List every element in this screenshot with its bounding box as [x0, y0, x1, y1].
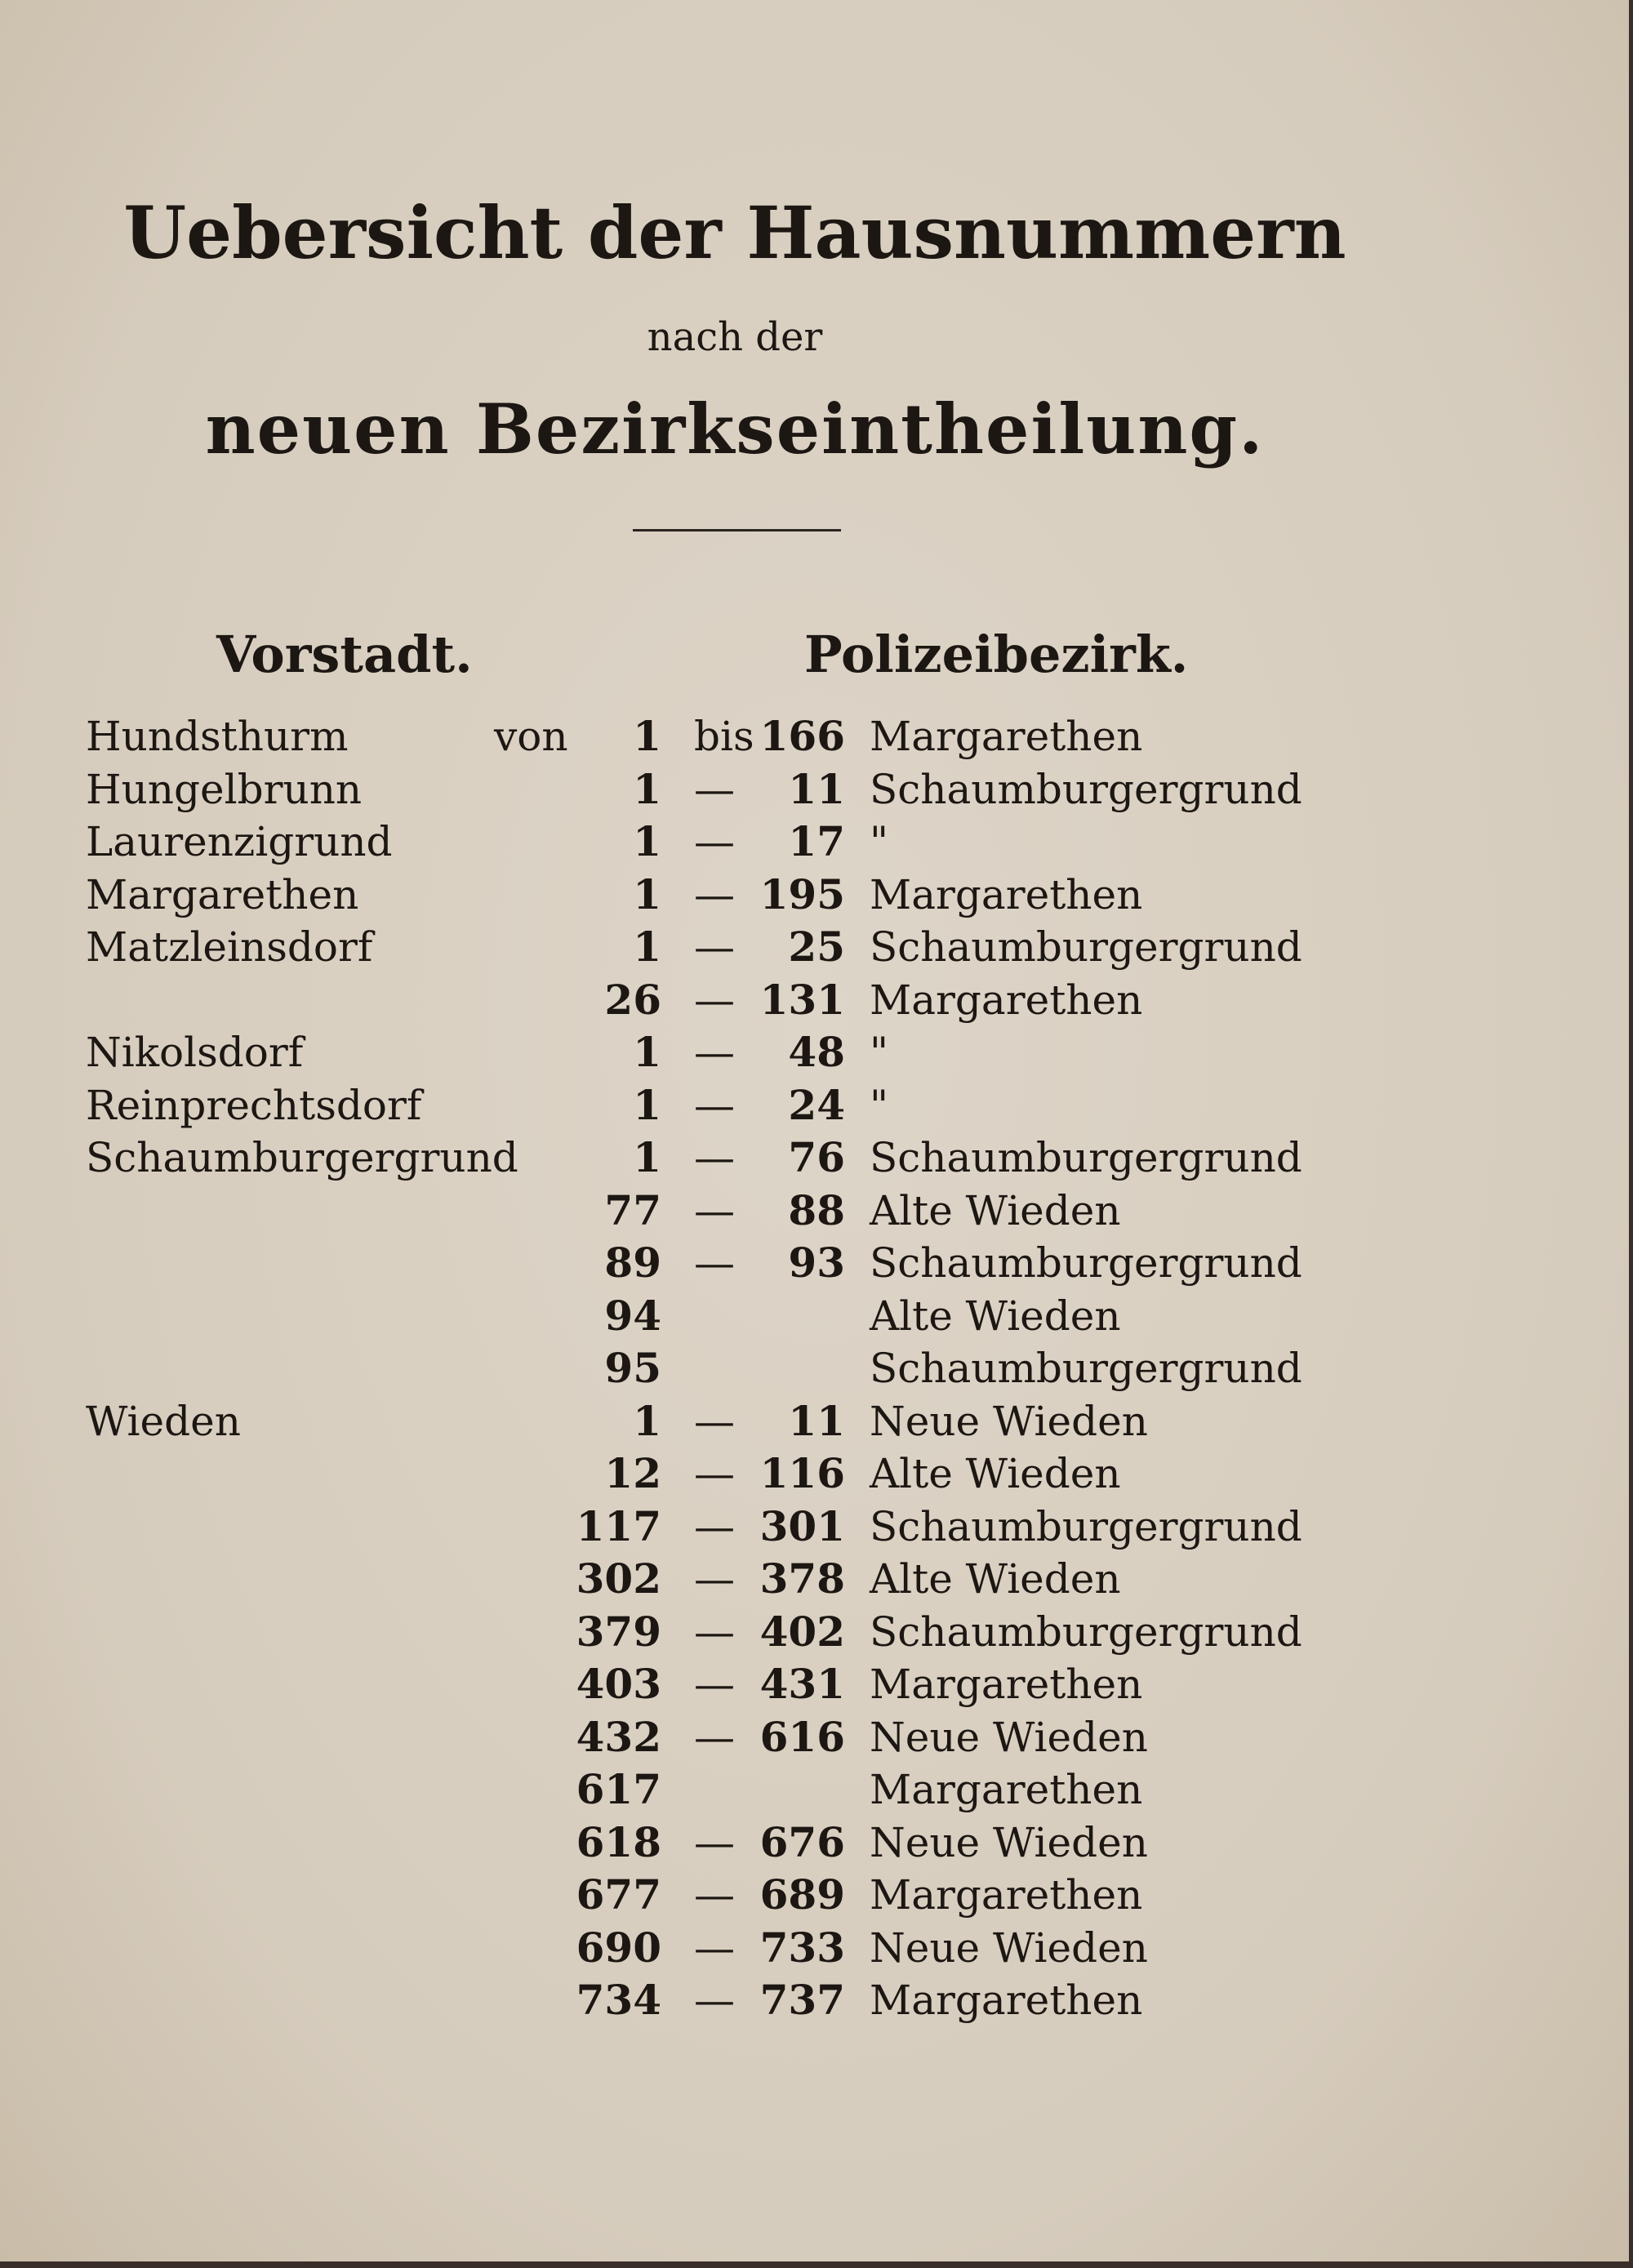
district-cell: Neue Wieden [870, 1397, 1148, 1445]
table-row [0, 1290, 1633, 1343]
to-number: 11 [788, 764, 845, 813]
range-separator: — [694, 818, 735, 865]
table-row [0, 1711, 1633, 1764]
range-separator: — [694, 1923, 735, 1972]
range-separator: — [694, 1239, 735, 1287]
from-number: 1 [633, 1396, 661, 1445]
district-cell: Schaumburgergrund [870, 1345, 1302, 1392]
from-number: 379 [576, 1607, 661, 1656]
suburb-cell: Reinprechtsdorf [86, 1081, 422, 1129]
district-cell: Schaumburgergrund [870, 1608, 1302, 1656]
from-number: 432 [576, 1712, 661, 1761]
to-number: 301 [759, 1501, 845, 1550]
table-row [0, 921, 1633, 974]
to-number: 116 [759, 1449, 845, 1497]
to-number: 24 [788, 1080, 845, 1129]
suburb-cell: Wieden [86, 1397, 241, 1445]
to-number: 93 [788, 1239, 845, 1287]
range-separator: — [694, 1818, 735, 1866]
suburb-cell: Margarethen [86, 870, 359, 918]
district-cell: Margarethen [870, 713, 1143, 760]
from-number: 302 [576, 1554, 661, 1603]
range-separator: — [694, 1081, 735, 1129]
to-number: 676 [759, 1817, 845, 1866]
suburb-cell: Hungelbrunn [86, 765, 363, 813]
from-number: 12 [604, 1449, 661, 1497]
from-number: 1 [633, 1080, 661, 1129]
from-number: 1 [633, 764, 661, 813]
from-number: 1 [633, 1133, 661, 1181]
district-cell: " [870, 1081, 888, 1129]
table-row [0, 1237, 1633, 1290]
page-subtitle: nach der [647, 314, 823, 360]
to-number: 737 [759, 1976, 845, 2024]
table-row [0, 1395, 1633, 1448]
from-number: 95 [604, 1344, 661, 1392]
to-number: 88 [788, 1185, 845, 1234]
table-row [0, 1553, 1633, 1606]
range-separator: — [694, 976, 735, 1024]
from-number: 618 [576, 1817, 661, 1866]
divider [633, 529, 841, 531]
district-cell: Alte Wieden [870, 1186, 1121, 1234]
table-row [0, 1026, 1633, 1079]
range-separator: — [694, 870, 735, 918]
from-number: 1 [633, 817, 661, 865]
table-row [0, 763, 1633, 816]
from-number: 89 [604, 1239, 661, 1287]
from-number: 734 [576, 1976, 661, 2024]
from-number: 117 [576, 1501, 661, 1550]
range-separator: — [694, 1555, 735, 1603]
to-number: 378 [759, 1554, 845, 1603]
district-cell: Margarethen [870, 1661, 1143, 1708]
district-cell: Neue Wieden [870, 1818, 1148, 1866]
suburb-cell: Hundsthurm [86, 713, 349, 760]
to-number: 17 [788, 817, 845, 865]
to-number: 76 [788, 1133, 845, 1181]
district-cell: Alte Wieden [870, 1292, 1121, 1340]
range-separator: — [694, 1661, 735, 1708]
table-row [0, 710, 1633, 763]
range-separator: — [694, 1977, 735, 2024]
from-number: 690 [576, 1923, 661, 1972]
range-separator: — [694, 765, 735, 813]
district-cell: Margarethen [870, 1977, 1143, 2024]
from-number: 1 [633, 1028, 661, 1076]
table-row [0, 1974, 1633, 2027]
district-cell: Schaumburgergrund [870, 1134, 1302, 1181]
range-separator: bis [694, 713, 754, 760]
column-header-suburb: Vorstadt. [216, 625, 473, 684]
district-cell: Neue Wieden [870, 1923, 1148, 1972]
district-cell: Neue Wieden [870, 1713, 1148, 1761]
suburb-cell: Laurenzigrund [86, 818, 393, 865]
district-cell: Margarethen [870, 1871, 1143, 1919]
table-row [0, 1869, 1633, 1922]
district-cell: " [870, 818, 888, 865]
to-number: 402 [759, 1607, 845, 1656]
to-number: 689 [759, 1870, 845, 1919]
from-number: 403 [576, 1660, 661, 1708]
suburb-cell: Nikolsdorf [86, 1029, 304, 1076]
von-label: von [494, 713, 568, 760]
table-row [0, 1817, 1633, 1870]
district-cell: Margarethen [870, 976, 1143, 1024]
range-separator: — [694, 1450, 735, 1497]
range-separator: — [694, 1713, 735, 1761]
to-number: 195 [759, 869, 845, 918]
from-number: 617 [576, 1765, 661, 1813]
district-cell: Schaumburgergrund [870, 1502, 1302, 1550]
range-separator: — [694, 1029, 735, 1076]
range-separator: — [694, 1397, 735, 1445]
table-row [0, 1132, 1633, 1185]
house-number-table [0, 710, 1633, 2027]
page-title-line-2: neuen Bezirkseintheilung. [205, 389, 1265, 469]
to-number: 48 [788, 1028, 845, 1076]
range-separator: — [694, 1502, 735, 1550]
table-row [0, 1763, 1633, 1817]
to-number: 166 [759, 712, 845, 760]
district-cell: Alte Wieden [870, 1555, 1121, 1603]
from-number: 1 [633, 869, 661, 918]
table-row [0, 1079, 1633, 1132]
table-row [0, 1448, 1633, 1501]
from-number: 94 [604, 1291, 661, 1340]
to-number: 131 [759, 975, 845, 1024]
district-cell: " [870, 1029, 888, 1076]
column-header-district: Polizeibezirk. [804, 625, 1189, 684]
from-number: 26 [604, 975, 661, 1024]
table-row [0, 1658, 1633, 1711]
to-number: 616 [759, 1712, 845, 1761]
range-separator: — [694, 1871, 735, 1919]
district-cell: Margarethen [870, 870, 1143, 918]
table-row [0, 1922, 1633, 1975]
table-row [0, 1606, 1633, 1659]
table-row [0, 1185, 1633, 1238]
table-row [0, 1501, 1633, 1554]
from-number: 1 [633, 712, 661, 760]
suburb-cell: Matzleinsdorf [86, 923, 373, 971]
table-row [0, 816, 1633, 869]
district-cell: Schaumburgergrund [870, 923, 1302, 971]
range-separator: — [694, 1608, 735, 1656]
suburb-cell: Schaumburgergrund [86, 1134, 518, 1181]
range-separator: — [694, 1186, 735, 1234]
from-number: 1 [633, 923, 661, 971]
from-number: 77 [604, 1185, 661, 1234]
to-number: 25 [788, 923, 845, 971]
range-separator: — [694, 1134, 735, 1181]
district-cell: Schaumburgergrund [870, 1239, 1302, 1287]
from-number: 677 [576, 1870, 661, 1919]
page-title: Uebersicht der Hausnummern [123, 190, 1346, 275]
table-row [0, 974, 1633, 1027]
district-cell: Margarethen [870, 1766, 1143, 1813]
to-number: 11 [788, 1396, 845, 1445]
range-separator: — [694, 923, 735, 971]
to-number: 431 [759, 1660, 845, 1708]
to-number: 733 [759, 1923, 845, 1972]
district-cell: Schaumburgergrund [870, 765, 1302, 813]
table-row [0, 1342, 1633, 1395]
district-cell: Alte Wieden [870, 1450, 1121, 1497]
table-row [0, 869, 1633, 922]
